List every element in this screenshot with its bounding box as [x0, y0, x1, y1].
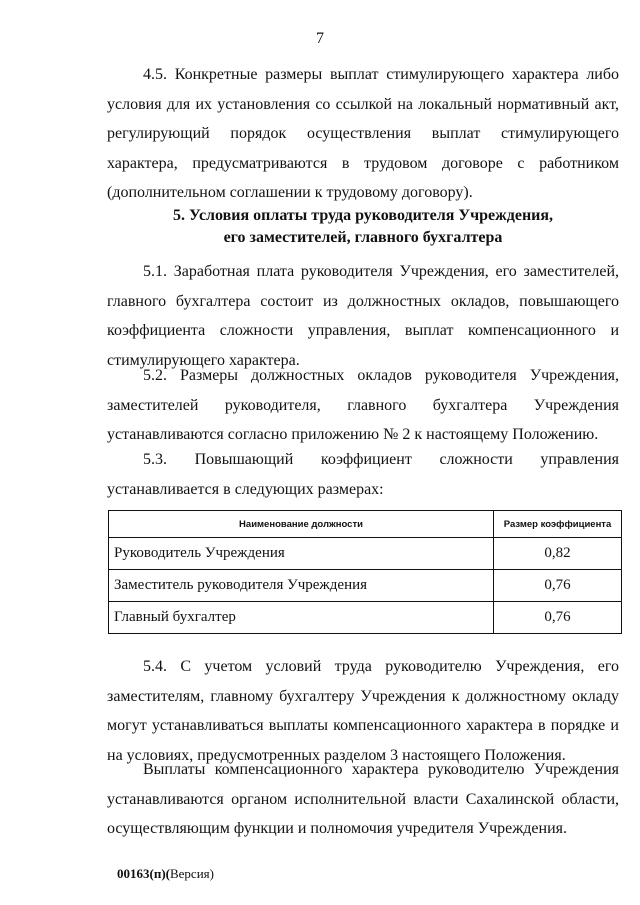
page-number: 7	[316, 30, 324, 47]
table-row	[109, 602, 622, 634]
coefficient-cell: 0,76	[494, 602, 622, 634]
table-header-row	[109, 511, 622, 538]
section-heading-line-1: 5. Условия оплаты труда руководителя Учреждения,	[172, 207, 554, 224]
coefficient-table	[108, 510, 622, 634]
column-header-coefficient: Размер коэффициента	[494, 511, 622, 538]
coefficient-cell: 0,76	[494, 570, 622, 602]
position-cell: Главный бухгалтер	[109, 602, 494, 634]
column-header-position: Наименование должности	[109, 511, 494, 538]
position-cell: Заместитель руководителя Учреждения	[109, 570, 494, 602]
version-label: Версия)	[169, 866, 214, 881]
paragraph-4-5: 4.5. Конкретные размеры выплат стимулирующего характера либо условия для их установления со ссылкой на локальный нормативный акт, регулирующий порядок осуществления выплат стимулирующего характера, предусматриваются в трудовом договоре с работником (дополнительном соглашении к трудовому договору).	[107, 66, 619, 201]
paragraph-compensation-payments: Выплаты компенсационного характера руководителю Учреждения устанавливаются органом исполнительной власти Сахалинской области, осуществляющим функции и полномочия учредителя Учреждения.	[107, 761, 619, 837]
section-heading-line-2: его заместителей, главного бухгалтера	[223, 229, 503, 246]
paragraph-5-4: 5.4. С учетом условий труда руководителю Учреждения, его заместителям, главному бухгалтеру Учреждения к должностному окладу могут устанавливаться выплаты компенсационного характера в порядке и на условиях, предусмотренных разделом 3 настоящего Положения.	[107, 658, 619, 764]
section-heading	[107, 205, 619, 249]
position-cell: Руководитель Учреждения	[109, 538, 494, 570]
coefficient-cell: 0,82	[494, 538, 622, 570]
document-code: 00163(п)(	[117, 866, 170, 881]
paragraph-5-3: 5.3. Повышающий коэффициент сложности управления устанавливается в следующих размерах:	[107, 451, 619, 498]
paragraph-5-2: 5.2. Размеры должностных окладов руководителя Учреждения, заместителей руководителя, главного бухгалтера Учреждения устанавливаются согласно приложению № 2 к настоящему Положению.	[107, 367, 619, 443]
paragraph-5-1: 5.1. Заработная плата руководителя Учреждения, его заместителей, главного бухгалтера состоит из должностных окладов, повышающего коэффициента сложности управления, выплат компенсационного и стимулирующего характера.	[107, 263, 619, 369]
table-row	[109, 570, 622, 602]
document-footer	[117, 866, 214, 882]
table-row	[109, 538, 622, 570]
